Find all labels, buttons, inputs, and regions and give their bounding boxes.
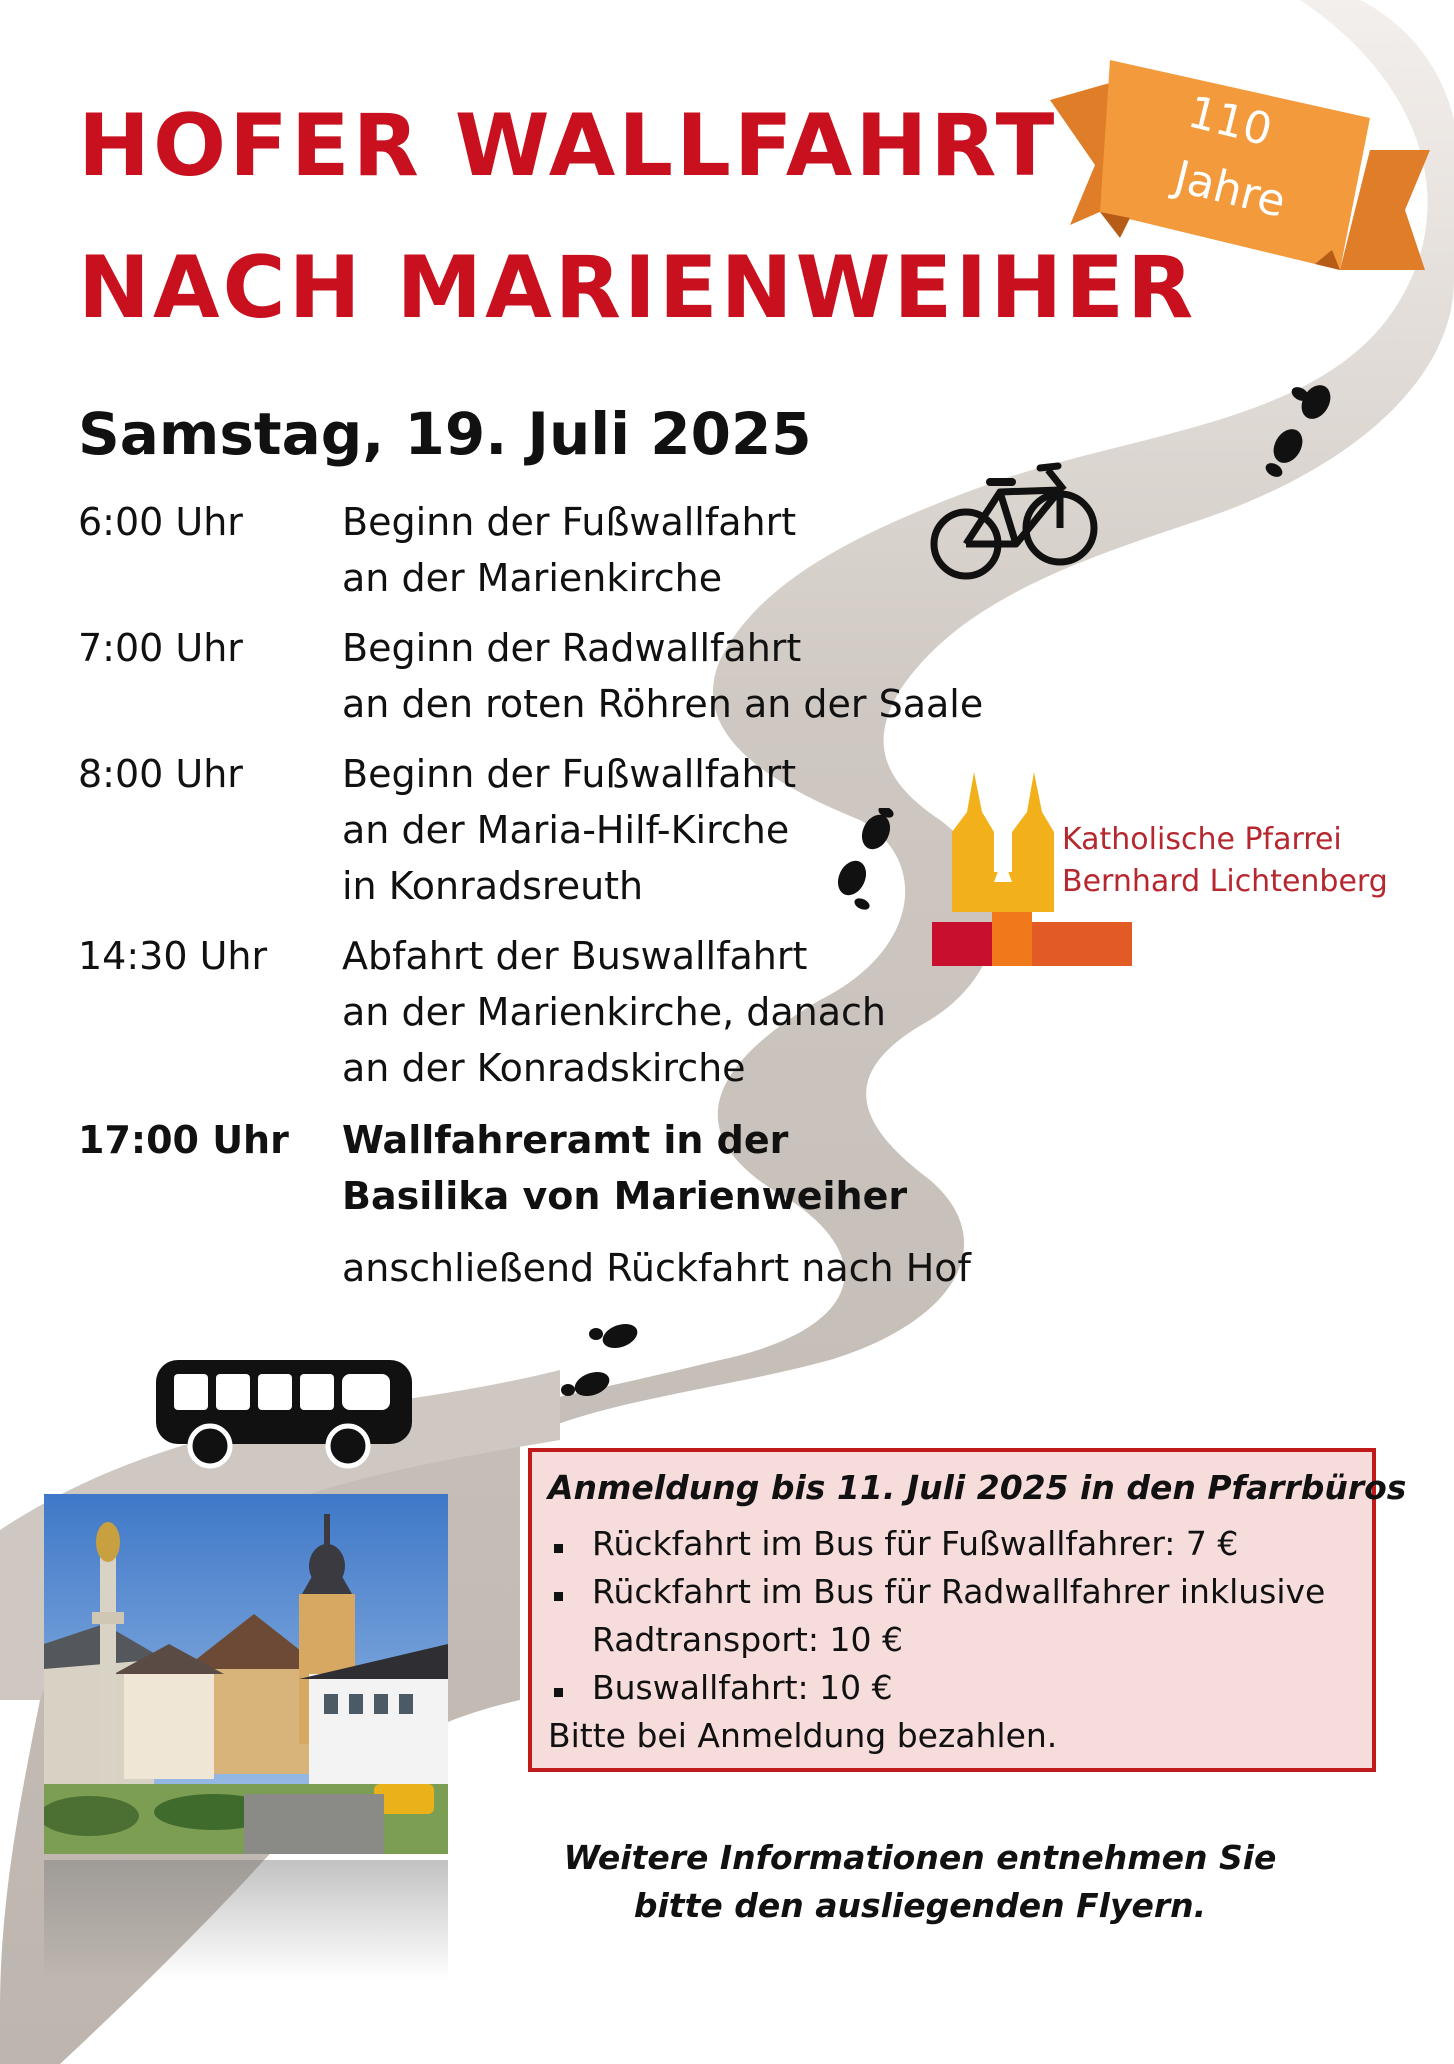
schedule-line: Basilika von Marienweiher (342, 1174, 908, 1218)
event-date: Samstag, 19. Juli 2025 (78, 400, 812, 468)
parish-name-line-2: Bernhard Lichtenberg (1062, 864, 1388, 899)
schedule-time: 14:30 Uhr (78, 934, 268, 978)
payment-note: Bitte bei Anmeldung bezahlen. (548, 1716, 1058, 1755)
schedule-line: Beginn der Fußwallfahrt (342, 500, 797, 544)
schedule-line: an der Konradskirche (342, 1046, 746, 1090)
title-line-2: NACH MARIENWEIHER (78, 238, 1197, 338)
return-trip-note: anschließend Rückfahrt nach Hof (342, 1246, 971, 1290)
schedule-time: 8:00 Uhr (78, 752, 243, 796)
schedule-time: 6:00 Uhr (78, 500, 243, 544)
price-item: Rückfahrt im Bus für Fußwallfahrer: 7 € (592, 1524, 1239, 1563)
schedule-line: an der Marienkirche (342, 556, 723, 600)
registration-box (528, 1448, 1407, 1772)
schedule-line: Abfahrt der Buswallfahrt (342, 934, 808, 978)
schedule-line: an den roten Röhren an der Saale (342, 682, 984, 726)
footer-line-1: Weitere Informationen entnehmen Sie (563, 1838, 1277, 1877)
price-item-continued: Radtransport: 10 € (592, 1620, 903, 1659)
ribbon-word: Jahre (1169, 151, 1291, 228)
schedule-time: 17:00 Uhr (78, 1118, 289, 1162)
bus-icon (152, 1360, 416, 1470)
schedule-line: an der Marienkirche, danach (342, 990, 886, 1034)
schedule-line: Beginn der Radwallfahrt (342, 626, 802, 670)
bullet-icon (554, 1688, 563, 1697)
title-line-1: HOFER WALLFAHRT (78, 96, 1058, 196)
price-item: Buswallfahrt: 10 € (592, 1668, 893, 1707)
registration-heading: Anmeldung bis 11. Juli 2025 in den Pfarrbüros (548, 1468, 1407, 1507)
bicycle-icon (928, 452, 1100, 586)
marienweiher-photo (44, 1494, 448, 1854)
schedule-line: in Konradsreuth (342, 864, 644, 908)
schedule-line: Wallfahreramt in der (342, 1118, 789, 1162)
schedule-line: Beginn der Fußwallfahrt (342, 752, 797, 796)
schedule-line: an der Maria-Hilf-Kirche (342, 808, 790, 852)
ribbon-number: 110 (1183, 86, 1277, 157)
bullet-icon (554, 1592, 563, 1601)
parish-name-line-1: Katholische Pfarrei (1062, 822, 1342, 857)
price-item: Rückfahrt im Bus für Radwallfahrer inklusive (592, 1572, 1326, 1611)
bullet-icon (554, 1544, 563, 1553)
footprints-icon (1262, 380, 1342, 480)
schedule-time: 7:00 Uhr (78, 626, 243, 670)
footprints-icon (824, 808, 904, 912)
footprints-icon (560, 1318, 650, 1408)
footer-line-2: bitte den ausliegenden Flyern. (633, 1886, 1207, 1925)
photo-reflection (44, 1860, 448, 1980)
